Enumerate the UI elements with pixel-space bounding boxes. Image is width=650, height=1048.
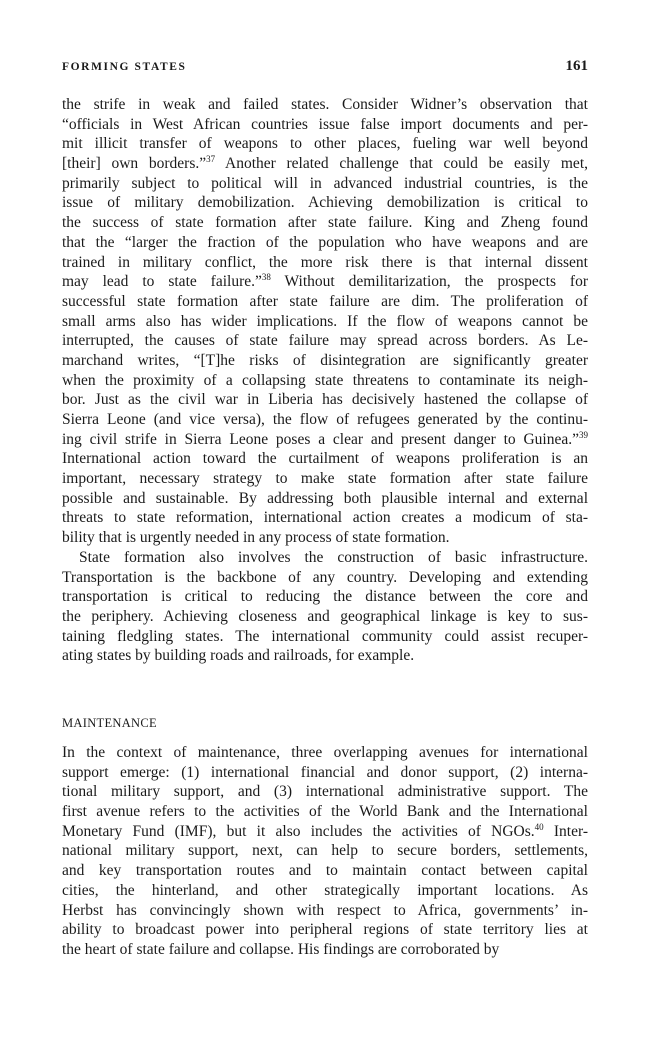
- text-line: ating states by building roads and railroads, for example.: [62, 647, 415, 665]
- text-line: may lead to state failure.”$^{38}$ Without demilitarization, the prospects for: [62, 272, 588, 291]
- text-line: tional military support, and (3) international administrative support. The: [62, 783, 588, 801]
- text-line: International action toward the curtailment of weapons proliferation is an: [62, 450, 588, 468]
- text-line: marchand writes, “[T]he risks of disintegration are significantly greater: [62, 351, 588, 369]
- footnote-ref: 37: [206, 153, 216, 164]
- text-line: small arms also has wider implications. If the flow of weapons cannot be: [62, 312, 588, 330]
- body-text-maintenance: [62, 743, 588, 960]
- text-line: bility that is urgently needed in any process of state formation.: [62, 529, 450, 547]
- footnote-ref: 39: [579, 429, 588, 440]
- text-line: In the context of maintenance, three overlapping avenues for international: [62, 744, 588, 761]
- text-line: trained in military conflict, the more risk there is that internal dissent: [62, 253, 588, 271]
- text-line: that the “larger the fraction of the population who have weapons and are: [62, 233, 588, 251]
- text-line: the strife in weak and failed states. Consider Widner’s observation that: [62, 96, 588, 113]
- text-line: support emerge: (1) international financial and donor support, (2) interna-: [62, 763, 588, 781]
- footnote-ref: 40: [534, 821, 544, 832]
- text-line: transportation is critical to reducing the distance between the core and: [62, 588, 588, 606]
- section-heading-maintenance: MAINTENANCE: [62, 716, 157, 730]
- running-head: [62, 58, 588, 80]
- text-line: Monetary Fund (IMF), but it also includes the activities of NGOs.$^{40}$ Inter-: [62, 821, 588, 840]
- footnote-ref: 38: [261, 272, 271, 283]
- text-line: important, necessary strategy to make state formation after state failure: [62, 470, 588, 488]
- body-text: [62, 95, 588, 666]
- text-line: interrupted, the causes of state failure may spread across borders. As Le-: [62, 332, 588, 350]
- text-line: the success of state formation after state failure. King and Zheng found: [62, 214, 588, 232]
- text-line: ability to broadcast power into peripheral regions of state territory lies at: [62, 921, 588, 939]
- text-line: threats to state reformation, international action creates a modicum of sta-: [62, 509, 588, 527]
- text-line: first avenue refers to the activities of the World Bank and the International: [62, 803, 588, 821]
- text-line: Herbst has convincingly shown with respect to Africa, governments’ in-: [62, 901, 588, 919]
- text-line: successful state formation after state failure are dim. The proliferation of: [62, 292, 588, 310]
- paragraph-strife: [62, 95, 588, 548]
- page-number: 161: [565, 58, 588, 74]
- text-line: ing civil strife in Sierra Leone poses a clear and present danger to Guinea.”$^{39}$: [62, 429, 588, 448]
- text-line: and key transportation routes and to maintain contact between capital: [62, 862, 588, 880]
- text-line: bor. Just as the civil war in Liberia has decisively hastened the collapse of: [62, 391, 588, 409]
- text-line: primarily subject to political will in advanced industrial countries, is the: [62, 174, 588, 192]
- text-line: issue of military demobilization. Achieving demobilization is critical to: [62, 194, 588, 212]
- text-line: taining fledgling states. The international community could assist recuper-: [62, 627, 588, 645]
- text-line: the periphery. Achieving closeness and geographical linkage is key to sus-: [62, 607, 588, 625]
- text-line: possible and sustainable. By addressing both plausible internal and external: [62, 489, 588, 507]
- text-line: cities, the hinterland, and other strategically important locations. As: [62, 881, 588, 899]
- paragraph-maintenance: [62, 743, 588, 960]
- text-line: the heart of state failure and collapse. His findings are corroborated by: [62, 940, 500, 958]
- text-line: State formation also involves the construction of basic infrastructure.: [79, 548, 588, 566]
- paragraph-infrastructure: [62, 548, 588, 666]
- running-head-title: FORMING STATES: [62, 61, 187, 73]
- text-line: national military support, next, can help to secure borders, settlements,: [62, 842, 588, 860]
- text-line: Sierra Leone (and vice versa), the flow of refugees generated by the continu-: [62, 411, 588, 428]
- text-line: when the proximity of a collapsing state threatens to contaminate its neigh-: [62, 371, 588, 389]
- text-line: mit illicit transfer of weapons to other places, fueling war well beyond: [62, 135, 588, 153]
- text-line: Transportation is the backbone of any country. Developing and extending: [62, 568, 588, 586]
- text-line: “officials in West African countries issue false import documents and per-: [62, 115, 588, 133]
- text-line: [their] own borders.”$^{37}$ Another related challenge that could be easily met,: [62, 153, 588, 173]
